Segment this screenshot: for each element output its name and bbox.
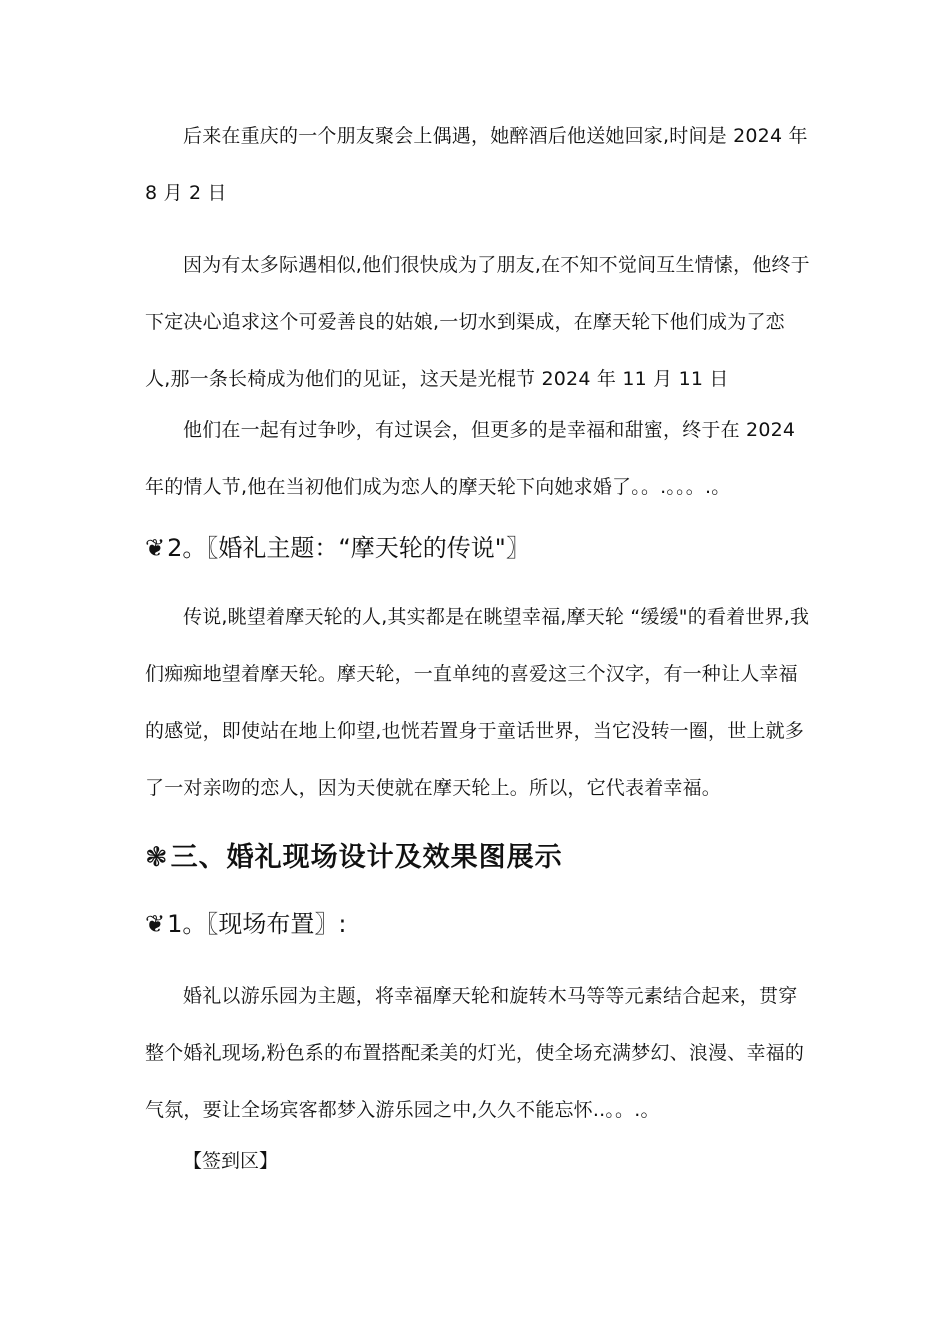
heading-text: 1。〖现场布置〗: bbox=[167, 910, 347, 938]
ornament-icon: ❦ bbox=[145, 534, 166, 562]
section-heading-theme bbox=[145, 532, 810, 564]
section-heading-layout bbox=[145, 908, 810, 940]
story-paragraph-3 bbox=[145, 402, 810, 516]
legend-paragraph bbox=[145, 589, 810, 817]
paragraph-text: 他们在一起有过争吵，有过误会，但更多的是幸福和甜蜜，终于在 2024 年的情人节,他在当初他们成为恋人的摩天轮下向她求婚了。。.。。。.。 bbox=[145, 419, 796, 498]
paragraph-text: 后来在重庆的一个朋友聚会上偶遇，她醉酒后他送她回家,时间是 2024 年 8 月 2 日 bbox=[145, 125, 808, 204]
paragraph-text: 传说,眺望着摩天轮的人,其实都是在眺望幸福,摩天轮 “缓缓"的看着世界,我们痴痴地望着摩天轮。摩天轮，一直单纯的喜爱这三个汉字，有一种让人幸福的感觉，即使站在地上仰望,也恍若置身于童话世界，当它没转一圈，世上就多了一对亲吻的恋人，因为天使就在摩天轮上。所以，它代表着幸福。 bbox=[145, 606, 810, 799]
layout-paragraph bbox=[145, 968, 810, 1139]
story-paragraph-2 bbox=[145, 237, 810, 408]
ornament-icon: ❦ bbox=[145, 910, 166, 938]
story-paragraph-1 bbox=[145, 108, 810, 222]
signin-area-label: 【签到区】 bbox=[183, 1150, 279, 1172]
heading-text: 三、婚礼现场设计及效果图展示 bbox=[170, 842, 563, 873]
flower-ornament-icon: ❃ bbox=[145, 842, 169, 873]
chapter-heading-venue-design bbox=[145, 840, 810, 876]
paragraph-text: 因为有太多际遇相似,他们很快成为了朋友,在不知不觉间互生情愫，他终于下定决心追求这个可爱善良的姑娘,一切水到渠成，在摩天轮下他们成为了恋人,那一条长椅成为他们的见证，这天是光棍节 2024 年 11 月 11 日 bbox=[145, 254, 810, 390]
paragraph-text: 婚礼以游乐园为主题，将幸福摩天轮和旋转木马等等元素结合起来，贯穿整个婚礼现场,粉色系的布置搭配柔美的灯光，使全场充满梦幻、浪漫、幸福的气氛，要让全场宾客都梦入游乐园之中,久久不能忘怀..。。.。 bbox=[145, 985, 805, 1121]
heading-text: 2。〖婚礼主题：“摩天轮的传说"〗 bbox=[167, 534, 530, 562]
